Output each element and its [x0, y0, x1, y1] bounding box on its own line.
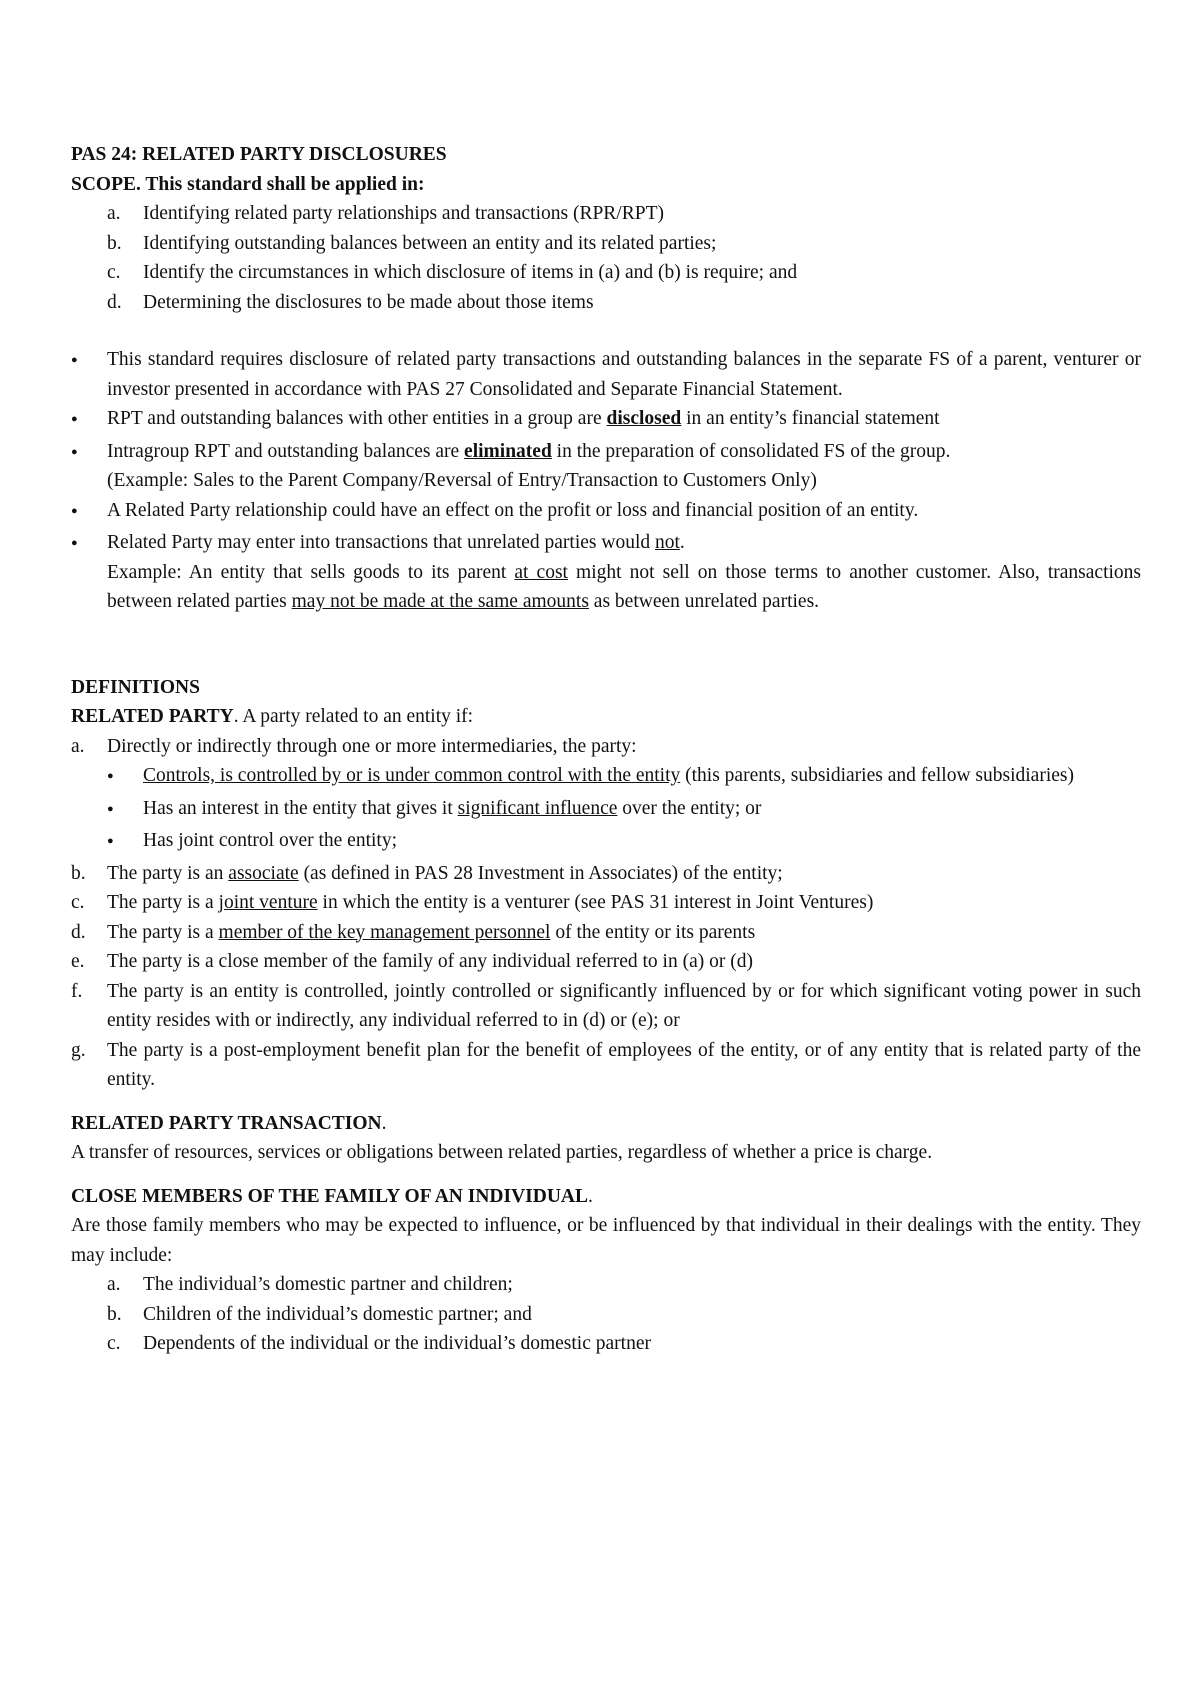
- bullet-text: Has joint control over the entity;: [143, 830, 397, 851]
- list-item: [71, 1270, 1141, 1300]
- list-marker: a.: [107, 1274, 121, 1295]
- text-run: .: [381, 1112, 387, 1134]
- list-item-text: [107, 888, 1141, 918]
- scope-list: [71, 199, 1141, 317]
- bullet-icon: [71, 496, 107, 529]
- example-text: (Example: Sales to the Parent Company/Reversal of Entry/Transaction to Customers Only): [107, 470, 817, 491]
- sub-bullet-item: [71, 794, 1141, 827]
- scope-heading: SCOPE. This standard shall be applied in:: [71, 173, 425, 195]
- text-run: (this parents, subsidiaries and fellow subsidiaries): [680, 765, 1074, 786]
- bullet-icon: [71, 404, 107, 437]
- bullet-item: [71, 345, 1141, 404]
- emphasis-joint-venture: joint venture: [218, 892, 318, 913]
- text-run: .: [588, 1185, 593, 1207]
- list-item-text: [107, 918, 1141, 948]
- bullet-item: [71, 404, 1141, 437]
- list-item: [71, 859, 1141, 889]
- list-item-text: Directly or indirectly through one or more intermediaries, the party:: [107, 735, 637, 757]
- list-item: [71, 977, 1141, 1036]
- text-run: The party is an: [107, 862, 229, 884]
- list-item: [71, 918, 1141, 948]
- text-run: (as defined in PAS 28 Investment in Associates) of the entity;: [298, 862, 783, 884]
- rpt-heading: [71, 1109, 1141, 1139]
- list-item: [71, 947, 1141, 977]
- emphasis-not: not: [655, 532, 680, 553]
- emphasis-controls: Controls, is controlled by or is under common control with the entity: [143, 765, 681, 786]
- list-marker: c.: [107, 1333, 121, 1354]
- bullet-icon: [71, 826, 143, 859]
- list-item: [71, 229, 1141, 259]
- bullet-text: [143, 794, 1141, 827]
- text-run: RPT and outstanding balances with other entities in a group are: [107, 408, 607, 429]
- close-members-heading: [71, 1182, 1141, 1212]
- bullet-text: [107, 528, 1141, 617]
- related-party-label: RELATED PARTY: [71, 706, 234, 727]
- sub-bullet-item: [71, 761, 1141, 794]
- list-item-text: Identify the circumstances in which disclosure of items in (a) and (b) is require; and: [143, 262, 798, 283]
- list-item-text: Dependents of the individual or the individual’s domestic partner: [143, 1333, 651, 1354]
- close-members-list: [71, 1270, 1141, 1359]
- emphasis-associate: associate: [228, 862, 299, 884]
- text-run: . A party related to an entity if:: [233, 706, 474, 727]
- document-page: [71, 140, 1141, 1359]
- text-run: in which the entity is a venturer (see PAS 31 interest in Joint Ventures): [317, 892, 874, 913]
- list-marker: f.: [71, 980, 83, 1002]
- list-item: [71, 888, 1141, 918]
- text-run: The party is a: [107, 892, 219, 913]
- text-run: Example: An entity that sells goods to its parent: [107, 561, 515, 583]
- sub-bullet-item: [71, 826, 1141, 859]
- list-marker: c.: [71, 892, 85, 913]
- list-item-text: Identifying related party relationships and transactions (RPR/RPT): [143, 203, 664, 224]
- text-run: Related Party may enter into transactions that unrelated parties would: [107, 532, 655, 553]
- list-item-text: The individual’s domestic partner and children;: [143, 1274, 513, 1295]
- emphasis-eliminated: eliminated: [464, 440, 552, 462]
- list-marker: g.: [71, 1039, 86, 1061]
- bullet-text: This standard requires disclosure of related party transactions and outstanding balances in the separate FS of a parent, venturer or investor presented in accordance with PAS 27 Consolidated and Separate Financial Statement.: [107, 349, 1141, 400]
- text-run: might not sell on those terms to another customer. Also, transactions between related parties: [107, 561, 1141, 612]
- bullet-text: A Related Party relationship could have an effect on the profit or loss and financial position of an entity.: [107, 499, 919, 521]
- list-item-text: Identifying outstanding balances between an entity and its related parties;: [143, 232, 717, 254]
- text-run: Has an interest in the entity that gives it: [143, 797, 458, 819]
- emphasis-key-management: member of the key management personnel: [218, 921, 551, 943]
- bullet-item: [71, 528, 1141, 617]
- list-item-text: The party is an entity is controlled, jointly controlled or significantly influenced by or for which significant voting power in such entity resides with or indirectly, any individual referred to in (d) or (e); or: [107, 980, 1141, 1031]
- related-party-definition: [71, 702, 1141, 732]
- list-item: [71, 258, 1141, 288]
- text-run: .: [679, 532, 685, 553]
- bullet-icon: [71, 345, 107, 404]
- list-item: [71, 1329, 1141, 1359]
- example-text: [107, 558, 1141, 617]
- bullet-item: [71, 437, 1141, 496]
- close-members-heading-label: CLOSE MEMBERS OF THE FAMILY OF AN INDIVIDUAL: [71, 1185, 588, 1207]
- list-item: [71, 1300, 1141, 1330]
- list-marker: b.: [107, 1303, 122, 1325]
- list-marker: b.: [71, 862, 86, 884]
- list-item: [71, 288, 1141, 318]
- text-run: as between unrelated parties.: [588, 591, 820, 612]
- rpt-definition: A transfer of resources, services or obligations between related parties, regardless of whether a price is charge.: [71, 1142, 933, 1163]
- close-members-definition: Are those family members who may be expected to influence, or be influenced by that individual in their dealings with the entity. They may include:: [71, 1215, 1141, 1266]
- text-run: The party is a: [107, 921, 219, 943]
- text-run: in an entity’s financial statement: [681, 408, 940, 429]
- list-item: [71, 732, 1141, 762]
- list-item-text: Children of the individual’s domestic partner; and: [143, 1303, 532, 1325]
- document-title: PAS 24: RELATED PARTY DISCLOSURES: [71, 144, 447, 165]
- list-marker: b.: [107, 232, 122, 254]
- list-marker: a.: [107, 203, 121, 224]
- list-marker: c.: [107, 262, 121, 283]
- list-item: [71, 1036, 1141, 1095]
- list-item: [71, 199, 1141, 229]
- bullet-icon: [71, 794, 143, 827]
- list-item-text: [107, 859, 1141, 889]
- rpt-heading-label: RELATED PARTY TRANSACTION: [71, 1112, 382, 1134]
- list-item-text: The party is a post-employment benefit plan for the benefit of employees of the entity, or of any entity that is related party of the entity.: [107, 1039, 1141, 1090]
- emphasis-at-cost: at cost: [514, 561, 568, 583]
- list-marker: d.: [107, 291, 122, 313]
- bullet-text: [143, 761, 1141, 794]
- bullet-icon: [71, 761, 143, 794]
- text-run: of the entity or its parents: [550, 921, 756, 943]
- emphasis-same-amounts: may not be made at the same amounts: [291, 591, 589, 612]
- bullet-icon: [71, 437, 107, 496]
- bullet-list: [71, 345, 1141, 617]
- bullet-item: [71, 496, 1141, 529]
- list-marker: e.: [71, 951, 85, 972]
- list-marker: d.: [71, 921, 86, 943]
- definition-list: [71, 732, 1141, 1095]
- text-run: in the preparation of consolidated FS of the group.: [551, 440, 951, 462]
- list-item-text: Determining the disclosures to be made about those items: [143, 291, 594, 313]
- bullet-text: [107, 404, 1141, 437]
- emphasis-significant-influence: significant influence: [457, 797, 618, 819]
- bullet-icon: [71, 528, 107, 617]
- text-run: over the entity; or: [617, 797, 762, 819]
- definitions-heading: DEFINITIONS: [71, 676, 200, 698]
- bullet-text: [107, 437, 1141, 496]
- list-marker: a.: [71, 735, 85, 757]
- emphasis-disclosed: disclosed: [606, 408, 682, 429]
- text-run: Intragroup RPT and outstanding balances are: [107, 440, 465, 462]
- list-item-text: The party is a close member of the family of any individual referred to in (a) or (d): [107, 951, 753, 972]
